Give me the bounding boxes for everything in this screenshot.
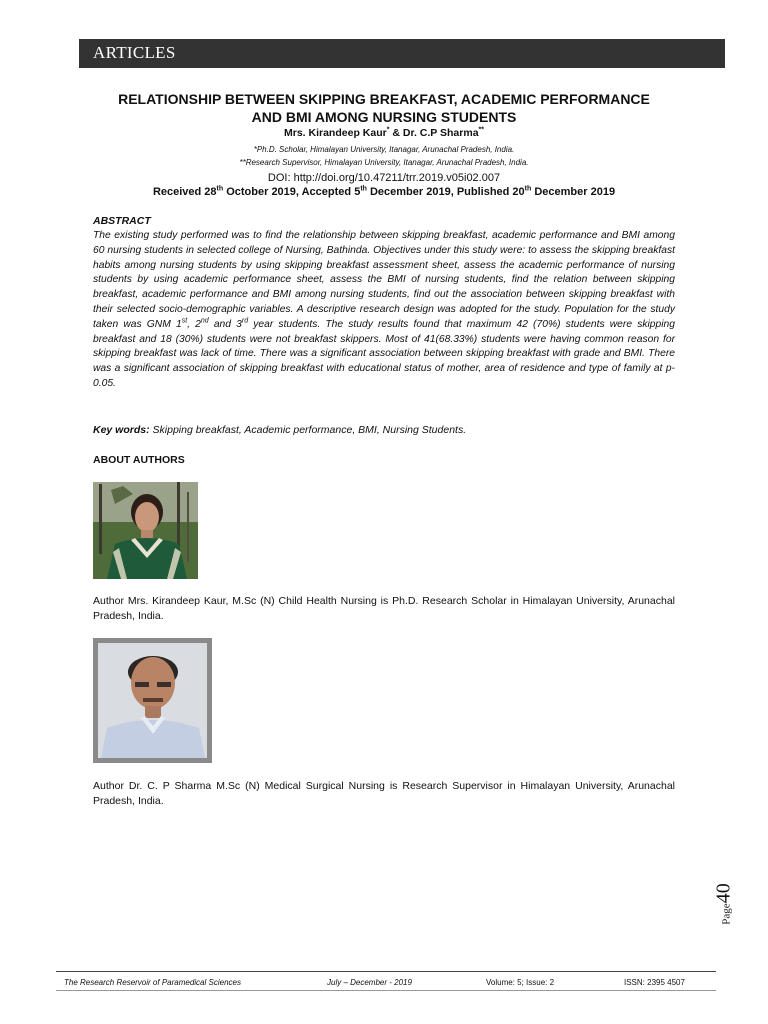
published-label: December 2019, Published 20: [366, 186, 525, 198]
author-1-bio: Author Mrs. Kirandeep Kaur, M.Sc (N) Child Health Nursing is Ph.D. Research Scholar in Himalayan University, Arunachal Pradesh, India.: [93, 595, 675, 622]
footer-journal: The Research Reservoir of Paramedical Sciences: [64, 978, 241, 987]
abstract-part-4: year students. The study results found that maximum 42 (70%) students were skipping breakfast and 18 (30%) students were not breakfast skippers. Most of 41(68.33%) students were having common reason for skipping breakfast was lack of time. There was a significant association between skipping breakfast with grade and BMI. There was a significant association of skipping breakfast with educational status of mother, area of residence and type of family at p-0.05.: [93, 318, 675, 389]
section-banner: [79, 39, 725, 68]
affiliation-1: *Ph.D. Scholar, Himalayan University, Itanagar, Arunachal Pradesh, India.: [253, 145, 515, 154]
title-line-1: RELATIONSHIP BETWEEN SKIPPING BREAKFAST, ACADEMIC PERFORMANCE: [118, 91, 650, 107]
author-1: Mrs. Kirandeep Kaur: [284, 127, 387, 139]
affiliation-2: **Research Supervisor, Himalayan University, Itanagar, Arunachal Pradesh, India.: [239, 158, 529, 167]
about-authors-heading: ABOUT AUTHORS: [93, 454, 185, 466]
footer-issn: ISSN: 2395 4507: [624, 978, 685, 987]
abstract-part-3: and 3: [208, 318, 242, 330]
footer-volume: Volume: 5; Issue: 2: [486, 978, 555, 987]
author-2-photo: [93, 638, 212, 763]
page-number-label: [712, 874, 736, 934]
keywords: [93, 424, 675, 436]
article-title: [90, 90, 678, 126]
accepted-sup: th: [360, 185, 367, 193]
author-2-mark: **: [478, 126, 484, 134]
published-sup: th: [524, 185, 532, 193]
page-number: 40: [712, 883, 735, 904]
author-1-photo: [93, 482, 198, 579]
title-line-2: AND BMI AMONG NURSING STUDENTS: [251, 109, 517, 125]
author-line: [90, 127, 678, 139]
author-joiner: &: [389, 127, 403, 139]
abstract-text: [93, 229, 675, 392]
keywords-label: Key words:: [93, 424, 150, 436]
abstract-sup-3: rd: [241, 317, 249, 325]
abstract-sup-2: nd: [200, 317, 209, 325]
page-word: Page: [720, 903, 733, 925]
received-sup: th: [216, 185, 224, 193]
publication-dates: [90, 186, 678, 198]
abstract-sup-1: st: [181, 317, 188, 325]
footer-rule-top: [56, 971, 716, 972]
abstract-part-1: The existing study performed was to find the relationship between skipping breakfast, academic performance and BMI among 60 nursing students in selected college of Nursing, Bathinda. Objectives under this study were: to assess the skipping breakfast habits among nursing students by using skipping breakfast assessment sheet, assess the academic performance of nursing students by using academic performance sheet, assess the BMI of nursing students, find the relation between skipping breakfast, academic performance and BMI among nursing students, find out the association between skipping breakfast with their selected socio-demographic variables. A descriptive research design was adopted for the study. Population for the study taken was GNM 1: [93, 230, 675, 330]
abstract-heading: ABSTRACT: [93, 215, 151, 227]
abstract-part-2: , 2: [187, 318, 201, 330]
author-1-mark: *: [386, 126, 390, 134]
footer-period: July – December - 2019: [327, 978, 412, 987]
published-rest: December 2019: [531, 186, 616, 198]
footer-rule-bottom: [56, 990, 716, 991]
author-2: Dr. C.P Sharma: [402, 127, 479, 139]
accepted-label: October 2019, Accepted 5: [223, 186, 361, 198]
author-2-bio: Author Dr. C. P Sharma M.Sc (N) Medical Surgical Nursing is Research Supervisor in Himalayan University, Arunachal Pradesh, India.: [93, 780, 675, 807]
keywords-text: Skipping breakfast, Academic performance, BMI, Nursing Students.: [149, 424, 467, 436]
section-label: ARTICLES: [93, 43, 176, 62]
doi-link[interactable]: DOI: http://doi.org/10.47211/trr.2019.v05i02.007: [267, 172, 501, 184]
received-label: Received 28: [152, 186, 217, 198]
